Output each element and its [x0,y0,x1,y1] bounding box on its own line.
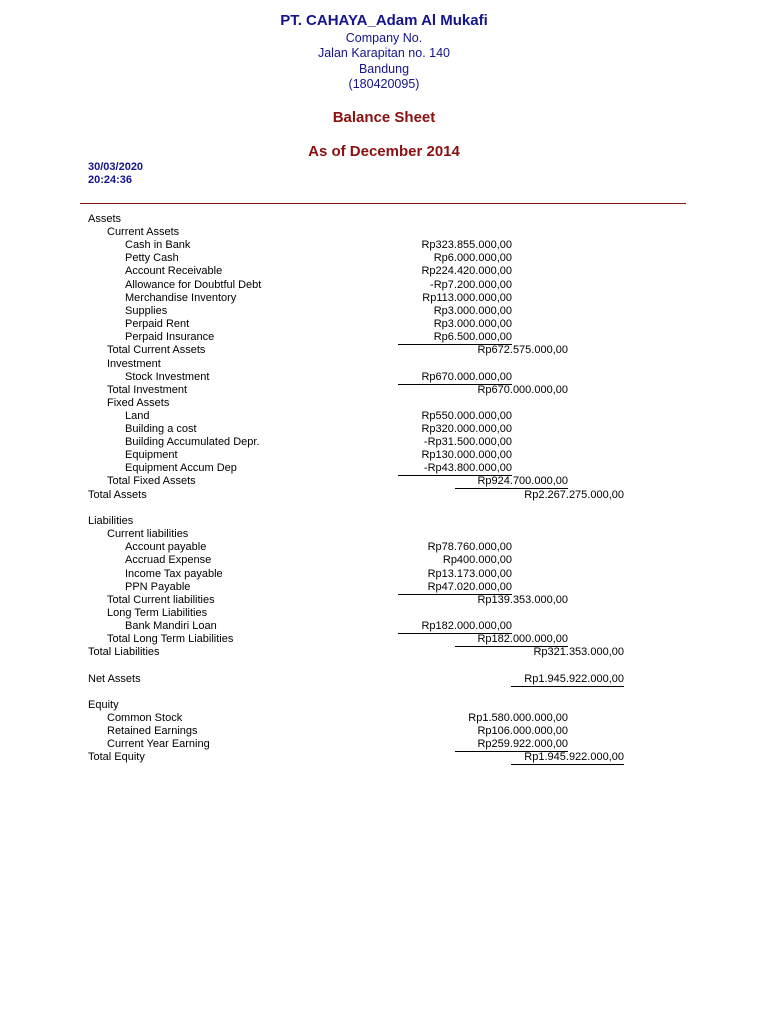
row-amount-perpaid-rent: Rp3.000.000,00 [433,318,512,330]
row-amount-total-liabilities: Rp321.353.000,00 [533,646,624,658]
row-label-supplies: Supplies [125,305,168,317]
row-label-allowance-doubtful-debt: Allowance for Doubtful Debt [125,279,262,291]
row-label-income-tax-payable: Income Tax payable [125,568,223,580]
row-label-equity: Equity [88,699,119,711]
row-label-long-term-liabilities: Long Term Liabilities [107,607,208,619]
row-amount-account-payable: Rp78.760.000,00 [427,541,512,553]
row-amount-supplies: Rp3.000.000,00 [433,305,512,317]
row-label-total-equity: Total Equity [88,751,145,763]
row-label-net-assets: Net Assets [88,673,141,685]
row-amount-cash-in-bank: Rp323.855.000,00 [421,239,512,251]
row-label-land: Land [125,410,150,422]
row-label-total-current-assets: Total Current Assets [107,344,206,356]
row-amount-ppn-payable: Rp47.020.000,00 [427,581,512,593]
company-address: Jalan Karapitan no. 140 [317,46,451,60]
row-amount-stock-investment: Rp670.000.000,00 [421,371,512,383]
row-label-retained-earnings: Retained Earnings [107,725,198,737]
row-label-total-liabilities: Total Liabilities [88,646,160,658]
row-label-equipment: Equipment [125,449,178,461]
row-label-accruad-expense: Accruad Expense [125,554,212,566]
row-amount-common-stock: Rp1.580.000.000,00 [468,712,568,724]
row-amount-current-year-earning: Rp259.922.000,00 [477,738,568,750]
row-amount-petty-cash: Rp6.000.000,00 [433,252,512,264]
row-label-stock-investment: Stock Investment [125,371,210,383]
row-amount-equipment: Rp130.000.000,00 [421,449,512,461]
row-amount-bank-mandiri-loan: Rp182.000.000,00 [421,620,512,632]
row-label-ppn-payable: PPN Payable [125,581,191,593]
row-label-petty-cash: Petty Cash [125,252,179,264]
row-amount-accruad-expense: Rp400.000,00 [442,554,512,566]
row-label-total-investment: Total Investment [107,384,188,396]
subtotal-rule [511,764,624,765]
row-label-current-assets: Current Assets [107,226,180,238]
row-label-perpaid-rent: Perpaid Rent [125,318,190,330]
row-label-investment: Investment [107,358,161,370]
header-divider [80,203,686,204]
row-label-account-payable: Account payable [125,541,207,553]
row-amount-land: Rp550.000.000,00 [421,410,512,422]
company-city: Bandung [358,62,410,76]
report-title: Balance Sheet [332,109,436,126]
row-amount-equipment-accum-dep: -Rp43.800.000,00 [423,462,512,474]
row-amount-building-cost: Rp320.000.000,00 [421,423,512,435]
report-period: As of December 2014 [308,143,460,160]
row-label-building-cost: Building a cost [125,423,197,435]
row-amount-allowance-doubtful-debt: -Rp7.200.000,00 [430,279,512,291]
row-amount-total-current-assets: Rp672.575.000,00 [477,344,568,356]
row-amount-total-equity: Rp1.945.922.000,00 [524,751,624,763]
row-amount-net-assets: Rp1.945.922.000,00 [524,673,624,685]
row-label-liabilities: Liabilities [88,515,134,527]
row-amount-total-fixed-assets: Rp924.700.000,00 [477,475,568,487]
company-code: (180420095) [348,77,420,91]
row-label-total-current-liabilities: Total Current liabilities [107,594,215,606]
row-amount-total-current-liabilities: Rp139.353.000,00 [477,594,568,606]
row-label-bank-mandiri-loan: Bank Mandiri Loan [125,620,217,632]
row-amount-total-assets: Rp2.267.275.000,00 [524,489,624,501]
row-label-equipment-accum-dep: Equipment Accum Dep [125,462,237,474]
row-label-total-fixed-assets: Total Fixed Assets [107,475,196,487]
row-amount-merchandise-inventory: Rp113.000.000,00 [422,292,512,304]
print-time: 20:24:36 [88,174,133,186]
row-label-building-accum-depr: Building Accumulated Depr. [125,436,260,448]
row-label-fixed-assets: Fixed Assets [107,397,170,409]
row-amount-income-tax-payable: Rp13.173.000,00 [427,568,512,580]
row-label-total-assets: Total Assets [88,489,147,501]
row-amount-perpaid-insurance: Rp6.500.000,00 [433,331,512,343]
row-amount-building-accum-depr: -Rp31.500.000,00 [423,436,512,448]
row-label-current-year-earning: Current Year Earning [107,738,210,750]
row-label-account-receivable: Account Receivable [125,265,223,277]
row-label-current-liabilities: Current liabilities [107,528,189,540]
row-label-perpaid-insurance: Perpaid Insurance [125,331,215,343]
company-name: PT. CAHAYA_Adam Al Mukafi [280,12,488,29]
row-amount-retained-earnings: Rp106.000.000,00 [477,725,568,737]
row-label-total-long-term-liabilities: Total Long Term Liabilities [107,633,234,645]
row-amount-total-long-term-liabilities: Rp182.000.000,00 [477,633,568,645]
row-label-merchandise-inventory: Merchandise Inventory [125,292,237,304]
row-label-assets: Assets [88,213,122,225]
print-date: 30/03/2020 [88,161,144,173]
row-amount-account-receivable: Rp224.420.000,00 [421,265,512,277]
row-label-cash-in-bank: Cash in Bank [125,239,191,251]
row-amount-total-investment: Rp670.000.000,00 [477,384,568,396]
company-no: Company No. [345,31,423,45]
subtotal-rule [511,686,624,687]
row-label-common-stock: Common Stock [107,712,183,724]
